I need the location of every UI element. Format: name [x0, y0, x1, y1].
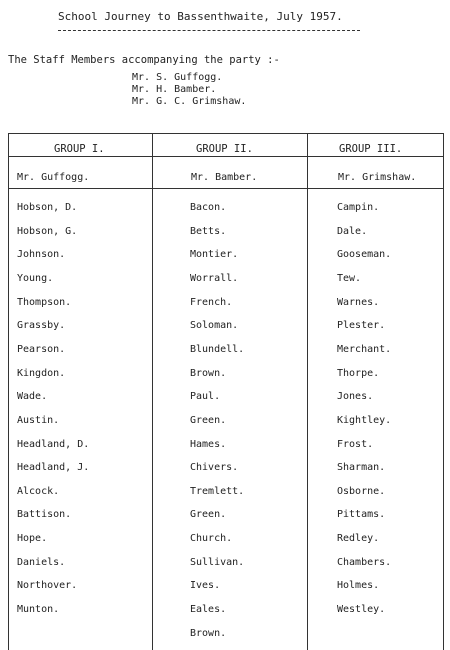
- header-divider: [9, 156, 443, 157]
- group-1-member: Kingdon.: [17, 367, 66, 379]
- group-3-member: Plester.: [337, 320, 386, 332]
- group-1-member: Hobson, G.: [17, 225, 78, 237]
- group-1-heading: GROUP I.: [54, 143, 105, 155]
- group-3-member: Chambers.: [337, 556, 392, 568]
- group-3-member: Redley.: [337, 533, 380, 545]
- group-3-member: Frost.: [337, 438, 374, 450]
- group-1-member: Wade.: [17, 391, 48, 403]
- group-1-member: Northover.: [17, 580, 78, 592]
- group-2-leader: Mr. Bamber.: [191, 172, 258, 183]
- group-3-member: Westley.: [337, 604, 386, 615]
- group-3-member: Warnes.: [337, 296, 380, 308]
- title-underline: [58, 30, 360, 31]
- group-3-member: Thorpe.: [337, 367, 380, 379]
- document-title: School Journey to Bassenthwaite, July 1957.: [58, 10, 343, 23]
- group-2-member: Blundell.: [190, 343, 245, 355]
- group-2-member: Sullivan.: [190, 556, 245, 568]
- group-2-member: Montier.: [190, 249, 239, 261]
- leader-divider: [9, 188, 443, 189]
- group-1-member: Hobson, D.: [17, 202, 78, 213]
- group-1-member: Pearson.: [17, 343, 66, 355]
- staff-member: Mr. H. Bamber.: [132, 84, 217, 95]
- group-3-member: Gooseman.: [337, 249, 392, 261]
- staff-member: Mr. S. Guffogg.: [132, 72, 223, 83]
- group-1-member: Headland, D.: [17, 438, 90, 450]
- staff-member: Mr. G. C. Grimshaw.: [132, 96, 247, 107]
- group-1-member: Daniels.: [17, 556, 66, 568]
- group-3-heading: GROUP III.: [339, 143, 403, 155]
- group-1-member: Johnson.: [17, 249, 66, 261]
- group-2-member: Bacon.: [190, 202, 227, 213]
- group-3-member: Jones.: [337, 391, 374, 403]
- group-1-member: Battison.: [17, 509, 72, 521]
- group-1-member: Thompson.: [17, 296, 72, 308]
- group-2-member: Paul.: [190, 391, 221, 403]
- group-1-member: Munton.: [17, 604, 60, 615]
- group-3-member: Osborne.: [337, 485, 386, 497]
- group-3-leader: Mr. Grimshaw.: [338, 172, 417, 183]
- group-1-member: Grassby.: [17, 320, 66, 332]
- group-2-member: Chivers.: [190, 462, 239, 474]
- group-3-member: Merchant.: [337, 343, 392, 355]
- group-2-member: French.: [190, 296, 233, 308]
- group-2-heading: GROUP II.: [196, 143, 253, 155]
- group-2-member: Ives.: [190, 580, 221, 592]
- group-1-member: Headland, J.: [17, 462, 90, 474]
- group-3-member: Tew.: [337, 272, 362, 284]
- group-2-member: Hames.: [190, 438, 227, 450]
- group-1-member: Austin.: [17, 414, 60, 426]
- group-2-member: Soloman.: [190, 320, 239, 332]
- group-2-member: Brown.: [190, 367, 227, 379]
- column-divider: [152, 134, 153, 650]
- group-3-member: Campin.: [337, 202, 380, 213]
- group-2-member: Green.: [190, 414, 227, 426]
- column-divider: [307, 134, 308, 650]
- staff-list: [132, 72, 246, 108]
- group-3-member: Kightley.: [337, 414, 392, 426]
- group-2-member: Green.: [190, 509, 227, 521]
- group-3-member: Pittams.: [337, 509, 386, 521]
- group-2-member: Church.: [190, 533, 233, 545]
- group-3-member: Dale.: [337, 225, 368, 237]
- groups-table: [8, 133, 444, 650]
- group-2-member: Worrall.: [190, 272, 239, 284]
- staff-intro: The Staff Members accompanying the party :-: [8, 54, 280, 66]
- group-3-member: Sharman.: [337, 462, 386, 474]
- group-2-member: Brown.: [190, 627, 227, 639]
- group-1-leader: Mr. Guffogg.: [17, 172, 90, 183]
- group-1-member: Young.: [17, 272, 54, 284]
- group-3-member: Holmes.: [337, 580, 380, 592]
- group-1-member: Alcock.: [17, 485, 60, 497]
- group-2-member: Tremlett.: [190, 485, 245, 497]
- group-2-member: Betts.: [190, 225, 227, 237]
- group-1-member: Hope.: [17, 533, 48, 545]
- group-2-member: Eales.: [190, 604, 227, 615]
